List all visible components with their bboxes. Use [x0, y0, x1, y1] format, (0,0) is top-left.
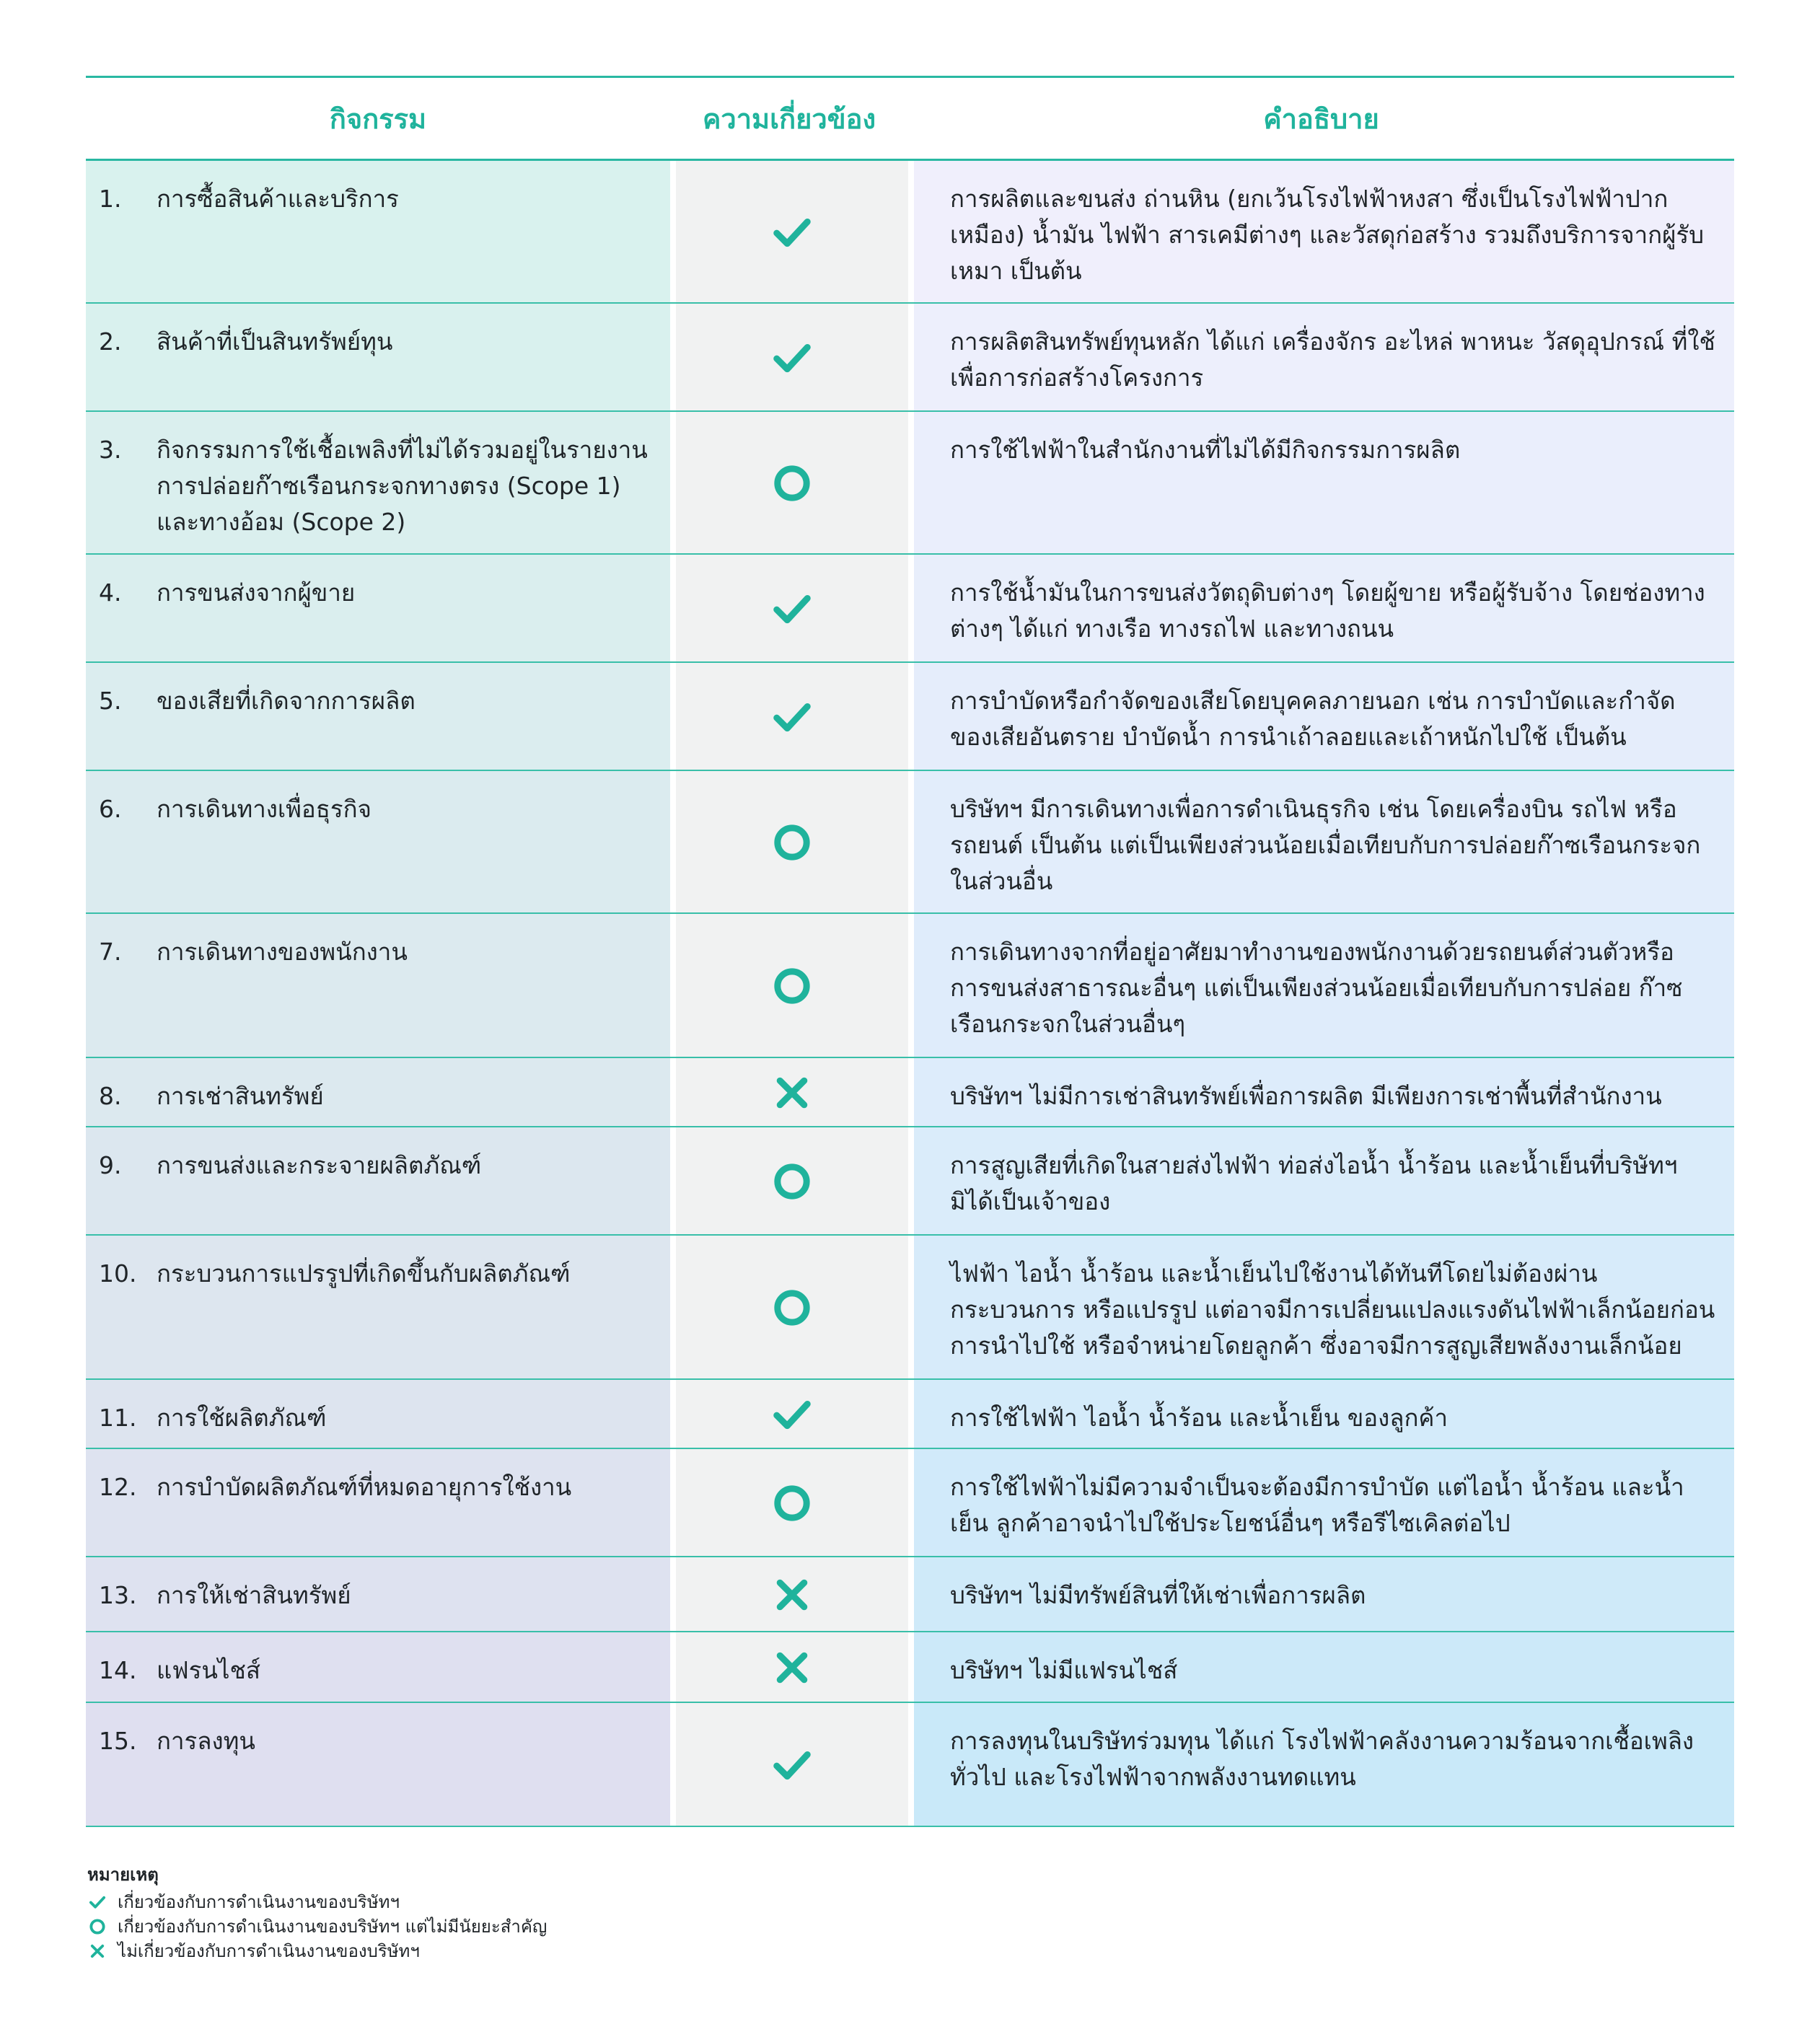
legend-text: เกี่ยวข้องกับการดำเนินงานของบริษัทฯ: [118, 1892, 400, 1912]
activity-cell: [86, 1449, 670, 1557]
table-row: [86, 1380, 1734, 1449]
activity-cell: [86, 555, 670, 663]
check-icon: [772, 212, 812, 252]
activity-text: ของเสียที่เกิดจากการผลิต: [157, 687, 416, 715]
cross-icon: [772, 1647, 812, 1688]
table-row: [86, 161, 1734, 304]
row-number: 5.: [99, 687, 122, 715]
check-icon: [772, 1745, 812, 1785]
table-row: [86, 663, 1734, 771]
header-description: คำอธิบาย: [1263, 102, 1379, 135]
activity-cell: [86, 412, 670, 555]
row-number: 11.: [99, 1404, 137, 1432]
row-number: 2.: [99, 327, 122, 356]
cross-icon: [87, 1941, 107, 1961]
relevance-cell: [676, 412, 908, 555]
circle-icon: [772, 1161, 812, 1202]
activity-cell: [86, 663, 670, 771]
table-row: [86, 555, 1734, 663]
activity-cell: [86, 1058, 670, 1127]
header-relevance: ความเกี่ยวข้อง: [702, 102, 876, 135]
row-number: 6.: [99, 795, 122, 823]
circle-icon: [772, 966, 812, 1006]
description-cell: บริษัทฯ มีการเดินทางเพื่อการดำเนินธุรกิจ เช่น โดยเครื่องบิน รถไฟ หรือ รถยนต์ เป็นต้น แต่เป็นเพียงส่วนน้อยเมื่อเทียบกับการปล่อยก๊าซเรือนกระจก ในส่วนอื่น: [914, 771, 1734, 914]
row-number: 14.: [99, 1656, 137, 1684]
relevance-cell: [676, 1380, 908, 1449]
relevance-cell: [676, 304, 908, 412]
relevance-cell: [676, 1449, 908, 1557]
circle-icon: [772, 822, 812, 863]
table-body: [86, 161, 1734, 1827]
table-row: [86, 1703, 1734, 1827]
circle-icon: [772, 463, 812, 503]
row-number: 3.: [99, 436, 122, 464]
table-row: [86, 304, 1734, 412]
relevance-cell: [676, 1557, 908, 1632]
table-row: [86, 914, 1734, 1058]
row-number: 4.: [99, 578, 122, 607]
description-cell: การเดินทางจากที่อยู่อาศัยมาทำงานของพนักงานด้วยรถยนต์ส่วนตัวหรือ การขนส่งสาธารณะอื่นๆ แต่เป็นเพียงส่วนน้อยเมื่อเทียบกับการปล่อย ก๊าซเรือนกระจกในส่วนอื่นๆ: [914, 914, 1734, 1058]
row-number: 9.: [99, 1151, 122, 1179]
scope3-table: [86, 76, 1734, 1827]
activity-cell: [86, 1236, 670, 1380]
table-header: [86, 78, 1734, 159]
legend: [87, 1862, 547, 1963]
legend-item: [87, 1890, 547, 1914]
circle-icon: [772, 1483, 812, 1523]
activity-text: การซื้อสินค้าและบริการ: [157, 185, 399, 213]
activity-text: สินค้าที่เป็นสินทรัพย์ทุน: [157, 327, 393, 356]
row-number: 1.: [99, 185, 122, 213]
legend-text: เกี่ยวข้องกับการดำเนินงานของบริษัทฯ แต่ไม่มีนัยยะสำคัญ: [118, 1917, 548, 1937]
activity-text: การเดินทางเพื่อธุรกิจ: [157, 795, 372, 823]
relevance-cell: [676, 161, 908, 304]
activity-text: การให้เช่าสินทรัพย์: [157, 1581, 351, 1609]
circle-icon: [87, 1917, 107, 1937]
table-row: [86, 771, 1734, 914]
relevance-cell: [676, 1703, 908, 1827]
description-cell: การลงทุนในบริษัทร่วมทุน ได้แก่ โรงไฟฟ้าคลังงานความร้อนจากเชื้อเพลิง ทั่วไป และโรงไฟฟ้าจากพลังงานทดแทน: [914, 1703, 1734, 1827]
circle-icon: [772, 1288, 812, 1328]
activity-cell: [86, 161, 670, 304]
description-cell: การใช้ไฟฟ้าในสำนักงานที่ไม่ได้มีกิจกรรมการผลิต: [914, 412, 1734, 555]
activity-text: กระบวนการแปรรูปที่เกิดขึ้นกับผลิตภัณฑ์: [157, 1259, 571, 1288]
legend-title: หมายเหตุ: [87, 1865, 159, 1885]
description-cell: บริษัทฯ ไม่มีการเช่าสินทรัพย์เพื่อการผลิต มีเพียงการเช่าพื้นที่สำนักงาน: [914, 1058, 1734, 1127]
description-cell: บริษัทฯ ไม่มีทรัพย์สินที่ให้เช่าเพื่อการผลิต: [914, 1557, 1734, 1632]
row-number: 13.: [99, 1581, 137, 1609]
description-cell: การผลิตสินทรัพย์ทุนหลัก ได้แก่ เครื่องจักร อะไหล่ พาหนะ วัสดุอุปกรณ์ ที่ใช้เพื่อการก่อสร้างโครงการ: [914, 304, 1734, 412]
activity-text: การบำบัดผลิตภัณฑ์ที่หมดอายุการใช้งาน: [157, 1473, 572, 1501]
legend-text: ไม่เกี่ยวข้องกับการดำเนินงานของบริษัทฯ: [118, 1941, 420, 1961]
activity-cell: [86, 1380, 670, 1449]
legend-item: [87, 1939, 547, 1963]
description-cell: การใช้น้ำมันในการขนส่งวัตถุดิบต่างๆ โดยผู้ขาย หรือผู้รับจ้าง โดยช่องทาง ต่างๆ ได้แก่ ทางเรือ ทางรถไฟ และทางถนน: [914, 555, 1734, 663]
table-row: [86, 1058, 1734, 1127]
table-row: [86, 1557, 1734, 1632]
relevance-cell: [676, 1058, 908, 1127]
relevance-cell: [676, 555, 908, 663]
row-number: 15.: [99, 1727, 137, 1755]
row-number: 8.: [99, 1082, 122, 1110]
activity-cell: [86, 1557, 670, 1632]
activity-text: แฟรนไชส์: [157, 1656, 261, 1684]
table-row: [86, 1127, 1734, 1236]
row-number: 7.: [99, 938, 122, 966]
activity-text: การขนส่งจากผู้ขาย: [157, 578, 356, 607]
activity-text: การลงทุน: [157, 1727, 255, 1755]
activity-cell: [86, 914, 670, 1058]
header-activity: กิจกรรม: [329, 102, 427, 135]
row-number: 10.: [99, 1259, 137, 1288]
relevance-cell: [676, 771, 908, 914]
activity-text: การขนส่งและกระจายผลิตภัณฑ์: [157, 1151, 482, 1179]
relevance-cell: [676, 1236, 908, 1380]
activity-text: การเช่าสินทรัพย์: [157, 1082, 324, 1110]
relevance-cell: [676, 1127, 908, 1236]
relevance-cell: [676, 663, 908, 771]
description-cell: การบำบัดหรือกำจัดของเสียโดยบุคคลภายนอก เช่น การบำบัดและกำจัด ของเสียอันตราย บำบัดน้ำ การนำเถ้าลอยและเถ้าหนักไปใช้ เป็นต้น: [914, 663, 1734, 771]
cross-icon: [772, 1575, 812, 1615]
description-cell: การใช้ไฟฟ้าไม่มีความจำเป็นจะต้องมีการบำบัด แต่ไอน้ำ น้ำร้อน และน้ำเย็น ลูกค้าอาจนำไปใช้ประโยชน์อื่นๆ หรือรีไซเคิลต่อไป: [914, 1449, 1734, 1557]
description-cell: บริษัทฯ ไม่มีแฟรนไชส์: [914, 1632, 1734, 1703]
check-icon: [772, 1394, 812, 1435]
table-row: [86, 1236, 1734, 1380]
table-row: [86, 412, 1734, 555]
activity-cell: [86, 304, 670, 412]
description-cell: การสูญเสียที่เกิดในสายส่งไฟฟ้า ท่อส่งไอน้ำ น้ำร้อน และน้ำเย็นที่บริษัทฯ มิได้เป็นเจ้าของ: [914, 1127, 1734, 1236]
check-icon: [772, 589, 812, 629]
activity-text: กิจกรรมการใช้เชื้อเพลิงที่ไม่ได้รวมอยู่ในรายงานการปล่อยก๊าซเรือนกระจกทางตรง (Scope 1) และทางอ้อม (Scope 2): [157, 436, 648, 536]
activity-cell: [86, 771, 670, 914]
description-cell: ไฟฟ้า ไอน้ำ น้ำร้อน และน้ำเย็นไปใช้งานได้ทันทีโดยไม่ต้องผ่านกระบวนการ หรือแปรรูป แต่อาจมีการเปลี่ยนแปลงแรงดันไฟฟ้าเล็กน้อยก่อนการนำไปใช้ หรือจำหน่ายโดยลูกค้า ซึ่งอาจมีการสูญเสียพลังงานเล็กน้อย: [914, 1236, 1734, 1380]
legend-item: [87, 1914, 547, 1939]
description-cell: การผลิตและขนส่ง ถ่านหิน (ยกเว้นโรงไฟฟ้าหงสา ซึ่งเป็นโรงไฟฟ้าปากเหมือง) น้ำมัน ไฟฟ้า สารเคมีต่างๆ และวัสดุก่อสร้าง รวมถึงบริการจากผู้รับเหมา เป็นต้น: [914, 161, 1734, 304]
check-icon: [772, 697, 812, 737]
table-row: [86, 1449, 1734, 1557]
activity-cell: [86, 1703, 670, 1827]
row-number: 12.: [99, 1473, 137, 1501]
table-row: [86, 1632, 1734, 1703]
activity-text: การเดินทางของพนักงาน: [157, 938, 408, 966]
relevance-cell: [676, 1632, 908, 1703]
activity-text: การใช้ผลิตภัณฑ์: [157, 1404, 327, 1432]
activity-cell: [86, 1127, 670, 1236]
check-icon: [772, 338, 812, 378]
relevance-cell: [676, 914, 908, 1058]
description-cell: การใช้ไฟฟ้า ไอน้ำ น้ำร้อน และน้ำเย็น ของลูกค้า: [914, 1380, 1734, 1449]
cross-icon: [772, 1073, 812, 1113]
activity-cell: [86, 1632, 670, 1703]
check-icon: [87, 1892, 107, 1912]
